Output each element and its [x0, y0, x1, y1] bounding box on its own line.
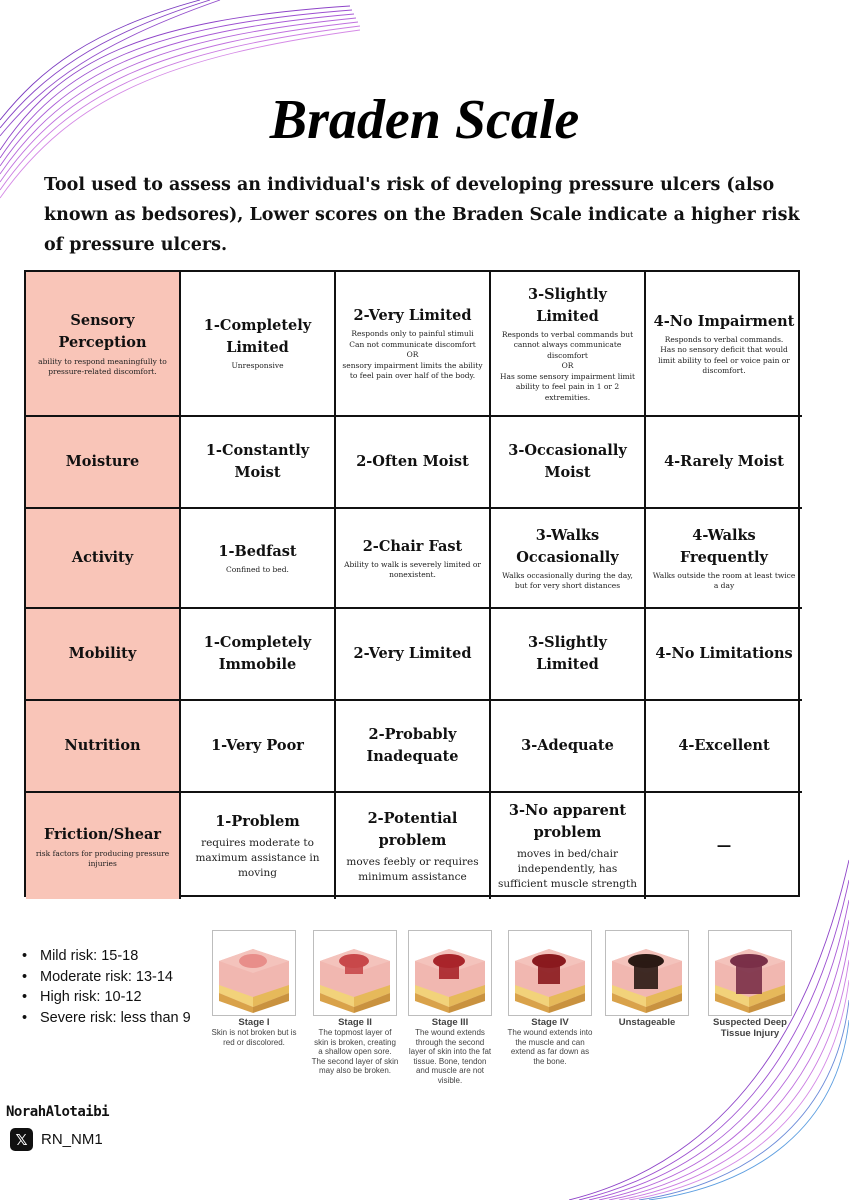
score-cell	[491, 609, 646, 701]
score-cell	[646, 609, 802, 701]
category-name: Friction/Shear	[43, 825, 161, 843]
score-label: 4-Rarely Moist	[664, 453, 784, 470]
stage-card	[406, 930, 494, 1085]
category-cell	[26, 701, 181, 793]
score-cell	[336, 509, 491, 609]
score-cell	[181, 793, 336, 899]
score-cell	[181, 609, 336, 701]
score-cell	[181, 272, 336, 417]
score-description: Confined to bed.	[226, 564, 289, 574]
stage-description: The wound extends into the muscle and can extend as far down as the bone.	[507, 1028, 593, 1066]
score-cell	[646, 272, 802, 417]
category-cell	[26, 272, 181, 417]
stage-card	[706, 930, 794, 1039]
category-cell	[26, 509, 181, 609]
risk-level-item: • Severe risk: less than 9	[22, 1008, 191, 1029]
score-description: Walks occasionally during the day, but for very short distances	[502, 570, 633, 590]
score-label: 2-Chair Fast	[362, 537, 463, 555]
score-label: 2-Potential problem	[367, 809, 458, 849]
score-label: 2-Often Moist	[356, 453, 469, 470]
score-description: moves feebly or requires minimum assistance	[346, 855, 479, 883]
category-name: Sensory Perception	[58, 312, 147, 351]
score-label: 3-Adequate	[521, 737, 614, 754]
deep-tissue-wound-image	[708, 930, 792, 1016]
score-cell	[336, 701, 491, 793]
braden-scale-table	[24, 270, 800, 897]
score-cell	[491, 509, 646, 609]
score-label: 2-Very Limited	[353, 307, 472, 325]
score-cell	[646, 701, 802, 793]
score-cell	[491, 793, 646, 899]
stage-3-wound-image	[408, 930, 492, 1016]
x-logo-icon: 𝕏	[10, 1128, 33, 1151]
page-subtitle: Tool used to assess an individual's risk of developing pressure ulcers (also known as bedsores), Lower scores on the Braden Scale indicate a higher risk of pressure ulcers.	[44, 175, 800, 255]
category-name: Mobility	[68, 645, 137, 662]
stage-description: The topmost layer of skin is broken, creating a shallow open sore. The second layer of skin may also be broken.	[311, 1028, 399, 1075]
score-label: 4-No Impairment	[653, 312, 795, 330]
stage-card	[210, 930, 298, 1047]
score-label: 3-Slightly Limited	[528, 285, 607, 325]
score-label: 4-No Limitations	[655, 645, 793, 662]
score-description: moves in bed/chair independently, has sufficient muscle strength	[498, 848, 637, 890]
category-description: risk factors for producing pressure injuries	[35, 848, 170, 868]
stage-2-wound-image	[313, 930, 397, 1016]
score-label: 1-Problem	[215, 813, 300, 830]
score-label: 4-Walks Frequently	[680, 526, 768, 566]
score-cell	[181, 509, 336, 609]
stage-card	[506, 930, 594, 1066]
score-description: Responds to verbal commands but cannot always communicate discomfort OR Has some sensory impairment limit ability to feel pain in 1 or 2 extremities.	[499, 329, 636, 402]
author-handle: RN_NM1	[41, 1131, 103, 1148]
stage-name: Stage I	[238, 1017, 270, 1028]
score-cell	[181, 701, 336, 793]
score-label: 1-Very Poor	[211, 737, 304, 754]
score-cell	[181, 417, 336, 509]
score-description: Responds to verbal commands. Has no sensory deficit that would limit ability to feel or voice pain or discomfort.	[658, 334, 790, 375]
score-description: Walks outside the room at least twice a day	[652, 570, 796, 590]
score-label: 1-Completely Immobile	[203, 634, 312, 673]
category-cell	[26, 417, 181, 509]
risk-level-item: • Moderate risk: 13-14	[22, 967, 191, 988]
category-name: Activity	[71, 549, 134, 566]
score-label: 4-Excellent	[678, 737, 770, 754]
stage-description: The wound extends through the second layer of skin into the fat tissue. Bone, tendon and muscle are not visible.	[408, 1028, 492, 1085]
stage-name: Suspected Deep Tissue Injury	[713, 1017, 787, 1039]
stage-name: Unstageable	[618, 1017, 676, 1028]
score-cell	[336, 609, 491, 701]
score-label: 1-Completely Limited	[203, 317, 312, 357]
score-cell	[646, 417, 802, 509]
score-label: —	[716, 837, 732, 854]
risk-levels-list	[22, 946, 191, 1028]
author-name: NorahAlotaibi	[6, 1104, 110, 1120]
score-cell	[491, 272, 646, 417]
stage-card	[311, 930, 399, 1076]
stage-name: Stage III	[431, 1017, 469, 1028]
risk-level-item: • Mild risk: 15-18	[22, 946, 191, 967]
score-description: Unresponsive	[231, 361, 284, 371]
score-cell	[336, 417, 491, 509]
score-cell	[646, 793, 802, 899]
stage-name: Stage II	[338, 1017, 372, 1028]
score-cell	[336, 793, 491, 899]
category-cell	[26, 793, 181, 899]
author-handle-row	[10, 1128, 103, 1151]
stage-1-wound-image	[212, 930, 296, 1016]
score-cell	[491, 701, 646, 793]
score-label: 3-Walks Occasionally	[516, 526, 619, 566]
score-description: Ability to walk is severely limited or nonexistent.	[344, 559, 481, 579]
category-name: Moisture	[65, 453, 140, 470]
score-label: 1-Bedfast	[218, 542, 297, 560]
stage-card	[603, 930, 691, 1028]
score-cell	[491, 417, 646, 509]
category-name: Nutrition	[64, 737, 141, 754]
category-description: ability to respond meaningfully to pressure-related discomfort.	[38, 357, 167, 376]
score-label: 3-Slightly Limited	[528, 634, 607, 673]
score-cell	[646, 509, 802, 609]
stage-4-wound-image	[508, 930, 592, 1016]
score-label: 3-Occasionally Moist	[508, 442, 627, 481]
score-label: 2-Very Limited	[353, 645, 472, 662]
score-label: 1-Constantly Moist	[205, 442, 310, 481]
stage-description: Skin is not broken but is red or discolored.	[211, 1028, 297, 1047]
risk-level-item: • High risk: 10-12	[22, 987, 191, 1008]
page-title: Braden Scale	[269, 89, 580, 151]
category-cell	[26, 609, 181, 701]
score-label: 3-No apparent problem	[508, 802, 627, 841]
score-cell	[336, 272, 491, 417]
score-description: requires moderate to maximum assistance in moving	[195, 837, 320, 879]
score-description: Responds only to painful stimuli Can not communicate discomfort OR sensory impairment limits the ability to feel pain over half of the body.	[342, 329, 483, 381]
stage-name: Stage IV	[531, 1017, 569, 1028]
score-label: 2-Probably Inadequate	[366, 726, 459, 765]
unstageable-wound-image	[605, 930, 689, 1016]
